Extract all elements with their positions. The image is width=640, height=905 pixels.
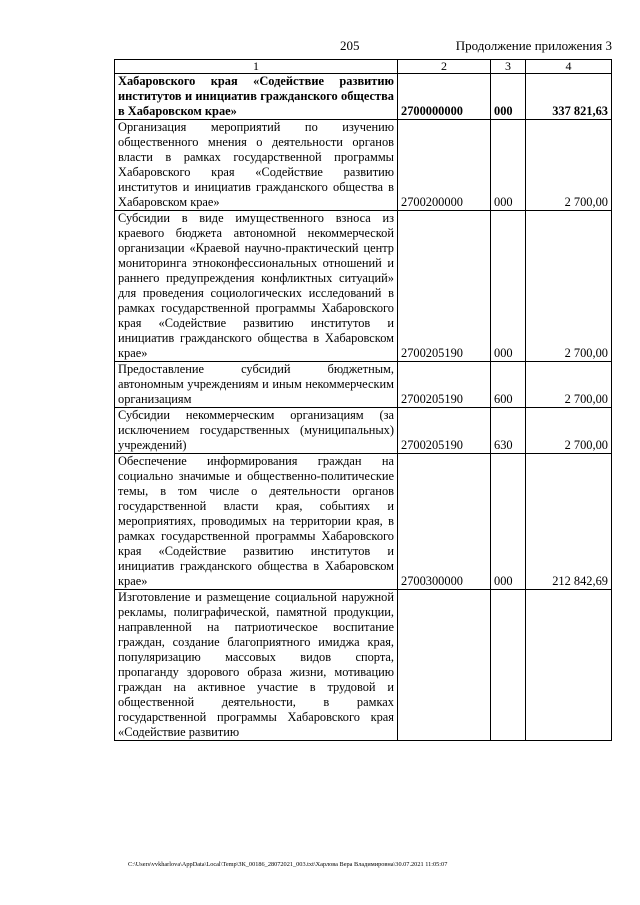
row-code: 2700200000 [398,120,491,211]
table-row [115,120,612,211]
row-name: Субсидии некоммерческим организациям (за исключением государственных (муниципальных) учреждений) [115,408,398,454]
row-vr [491,590,526,741]
table-header-row [115,60,612,74]
column-header-code: 2 [398,60,491,74]
row-vr: 630 [491,408,526,454]
row-sum: 212 842,69 [526,454,612,590]
row-code: 2700000000 [398,74,491,120]
table-row [115,590,612,741]
row-vr: 000 [491,211,526,362]
row-vr: 000 [491,74,526,120]
table-row [115,74,612,120]
table-row [115,454,612,590]
row-name: Субсидии в виде имущественного взноса из краевого бюджета автономной некоммерческой организации «Краевой научно-практический центр мониторинга этноконфессиональных отношений и раннего предупреждения конфликтных ситуаций» для проведения социологических исследований в рамках государственной программы Хабаровского края «Содействие развитию институтов и инициатив гражданского общества в Хабаровском крае» [115,211,398,362]
row-code: 2700205190 [398,362,491,408]
row-vr: 600 [491,362,526,408]
table-row [115,362,612,408]
budget-table [114,59,612,741]
row-sum: 2 700,00 [526,120,612,211]
file-path-footer: C:\Users\vvkharlova\AppData\Local\Temp\ЗК_00186_28072021_003.txt\Харлова Вера Владимировна\30.07.2021 11:05:07 [128,861,448,868]
row-name: Хабаровского края «Содействие развитию институтов и инициатив гражданского общества в Хабаровском крае» [115,74,398,120]
table-row [115,408,612,454]
column-header-sum: 4 [526,60,612,74]
row-name: Изготовление и размещение социальной наружной рекламы, полиграфической, памятной продукции, направленной на патриотическое воспитание граждан, создание благоприятного имиджа края, популяризацию массовых видов спорта, пропаганду здорового образа жизни, мотивацию граждан на активное участие в трудовой и общественной деятельности, в рамках государственной программы Хабаровского края «Содействие развитию [115,590,398,741]
column-header-vr: 3 [491,60,526,74]
row-vr: 000 [491,120,526,211]
row-code: 2700300000 [398,454,491,590]
row-sum: 2 700,00 [526,362,612,408]
row-name: Организация мероприятий по изучению общественного мнения о деятельности органов власти в рамках государственной программы Хабаровского края «Содействие развитию институтов и инициатив гражданского общества в Хабаровском крае» [115,120,398,211]
row-code [398,590,491,741]
appendix-continuation-label: Продолжение приложения 3 [455,38,612,53]
column-header-name: 1 [115,60,398,74]
page-number: 205 [340,38,360,53]
table-row [115,211,612,362]
row-sum: 2 700,00 [526,408,612,454]
row-name: Обеспечение информирования граждан на социально значимые и общественно-политические темы, в том числе о деятельности органов государственной власти края, событиях и мероприятиях, проводимых на территории края, в рамках государственной программы Хабаровского края «Содействие развитию институтов и инициатив гражданского общества в Хабаровском крае» [115,454,398,590]
row-sum: 337 821,63 [526,74,612,120]
row-code: 2700205190 [398,211,491,362]
row-code: 2700205190 [398,408,491,454]
row-name: Предоставление субсидий бюджетным, автономным учреждениям и иным некоммерческим организациям [115,362,398,408]
row-sum: 2 700,00 [526,211,612,362]
row-vr: 000 [491,454,526,590]
row-sum [526,590,612,741]
